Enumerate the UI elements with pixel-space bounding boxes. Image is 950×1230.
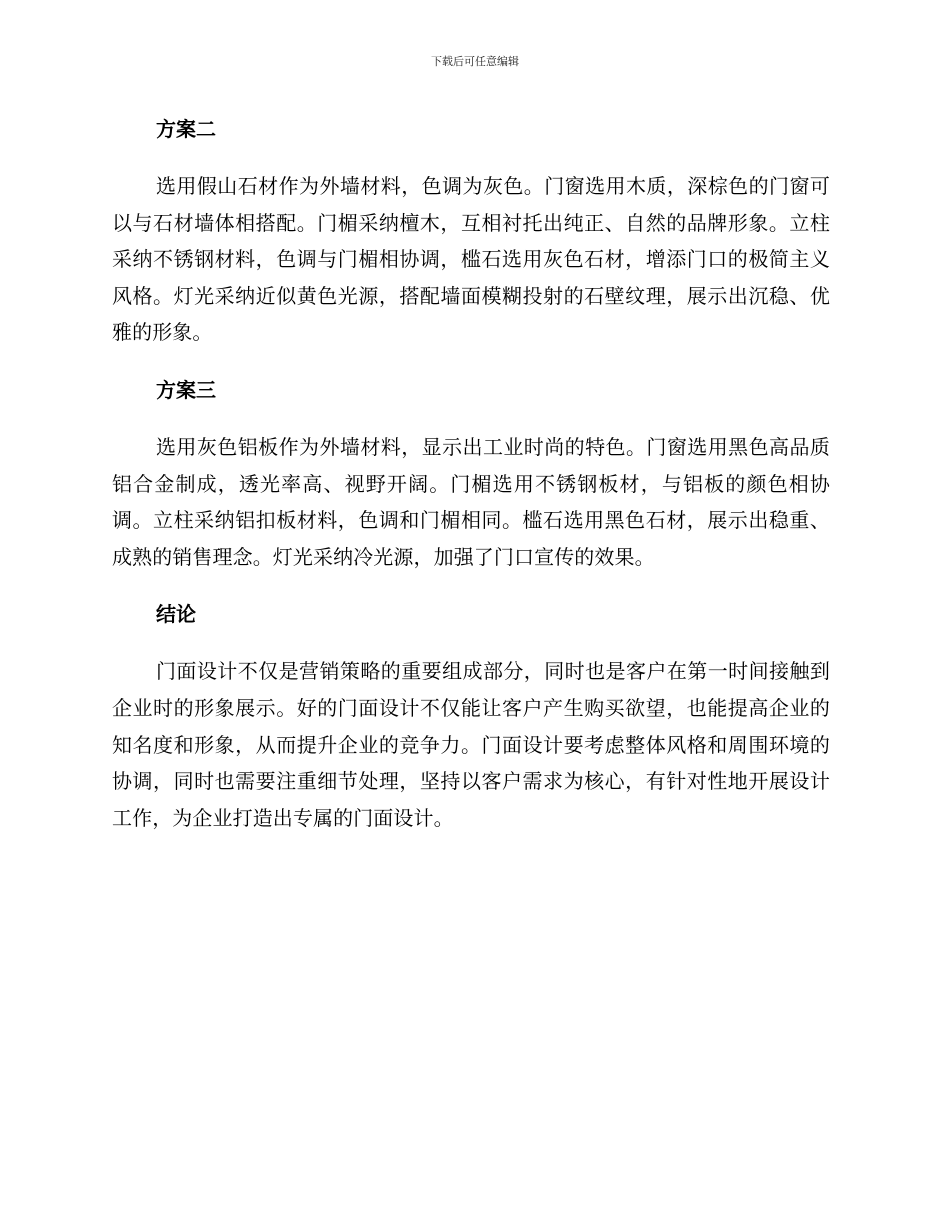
section-paragraph: 选用灰色铝板作为外墙材料，显示出工业时尚的特色。门窗选用黑色高品质铝合金制成，透光率高、视野开阔。门楣选用不锈钢板材，与铝板的颜色相协调。立柱采纳铝扣板材料，色调和门楣相同。槛石选用黑色石材，展示出稳重、成熟的销售理念。灯光采纳冷光源，加强了门口宣传的效果。 [112,434,830,569]
section-paragraph: 选用假山石材作为外墙材料，色调为灰色。门窗选用木质，深棕色的门窗可以与石材墙体相搭配。门楣采纳檀木，互相衬托出纯正、自然的品牌形象。立柱采纳不锈钢材料，色调与门楣相协调，槛石选用灰色石材，增添门口的极简主义风格。灯光采纳近似黄色光源，搭配墙面模糊投射的石壁纹理，展示出沉稳、优雅的形象。 [112,174,830,345]
section-plan-two [112,111,830,351]
document-body [112,111,830,836]
section-conclusion [112,596,830,836]
section-plan-three [112,372,830,575]
section-heading: 结论 [156,602,196,627]
section-heading: 方案二 [156,117,216,141]
section-heading: 方案三 [156,377,216,402]
page-header: 下载后可任意编辑 [431,55,519,68]
section-paragraph: 门面设计不仅是营销策略的重要组成部分，同时也是客户在第一时间接触到企业时的形象展示。好的门面设计不仅能让客户产生购买欲望，也能提高企业的知名度和形象，从而提升企业的竞争力。门面设计要考虑整体风格和周围环境的协调，同时也需要注重细节处理，坚持以客户需求为核心，有针对性地开展设计工作，为企业打造出专属的门面设计。 [112,659,830,830]
